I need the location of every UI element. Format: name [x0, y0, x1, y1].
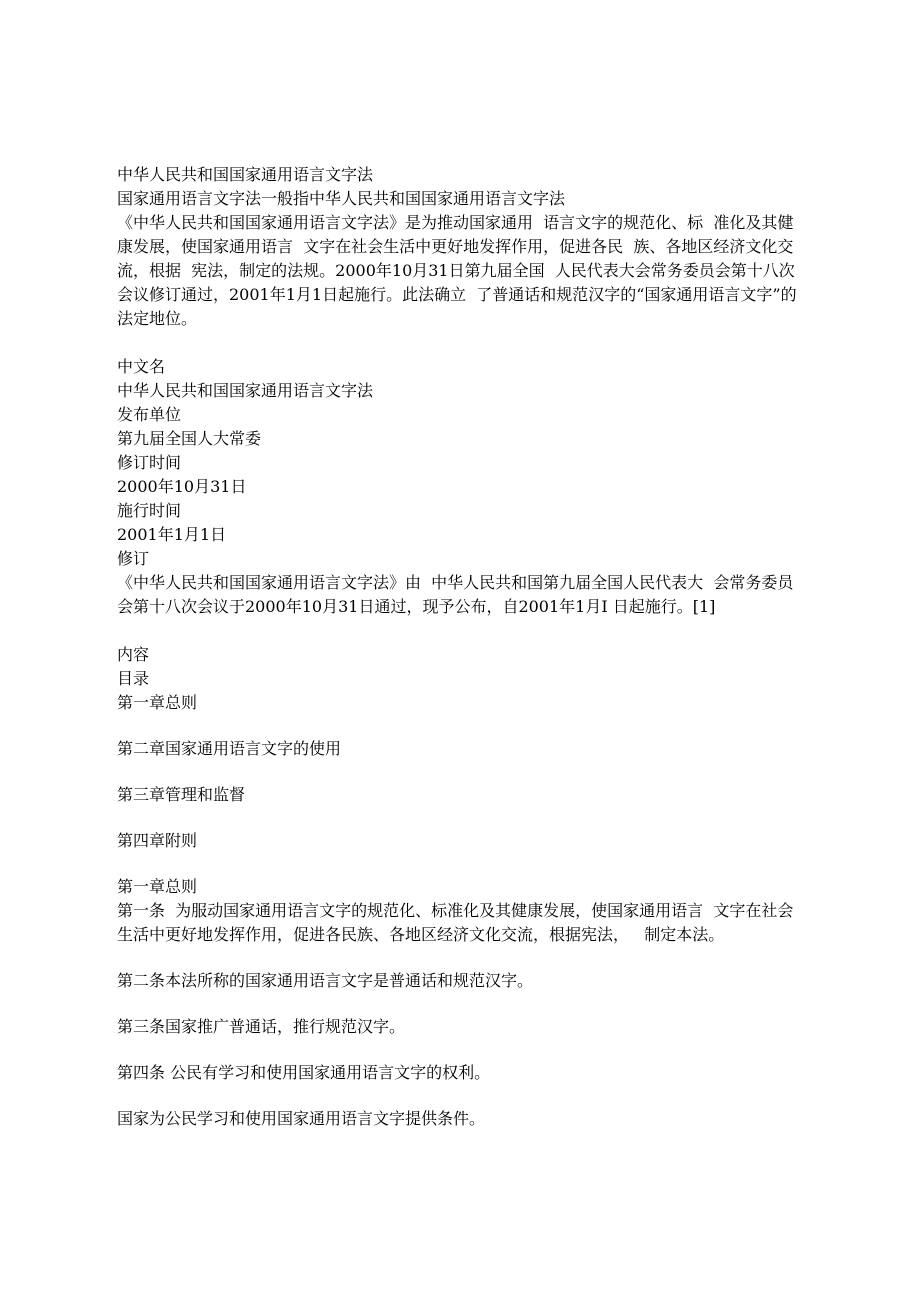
- toc-item-chapter-1: 第一章总则: [117, 693, 198, 712]
- effective-value: 2001年1月1日: [117, 525, 227, 544]
- revision-heading: 修订: [117, 549, 150, 568]
- chapter-1-heading: 第一章总则: [117, 877, 198, 896]
- revised-value: 2000年10月31日: [117, 477, 247, 496]
- toc-heading: 目录: [117, 669, 150, 688]
- document-body: [117, 163, 807, 1131]
- name-value: 中华人民共和国国家通用语言文字法: [117, 381, 374, 400]
- doc-title: 中华人民共和国国家通用语言文字法: [117, 165, 374, 184]
- toc-item-chapter-3: 第三章管理和监督: [117, 785, 246, 804]
- article-4: 第四条 公民有学习和使用国家通用语言文字的权利。: [117, 1063, 491, 1082]
- article-3: 第三条国家推广普通话，推行规范汉字。: [117, 1017, 406, 1036]
- issuer-value: 第九届全国人大常委: [117, 429, 262, 448]
- doc-subtitle: 国家通用语言文字法一般指中华人民共和国国家通用语言文字法: [117, 189, 566, 208]
- toc-item-chapter-4: 第四章附则: [117, 831, 198, 850]
- name-label: 中文名: [117, 357, 166, 376]
- effective-label: 施行时间: [117, 501, 182, 520]
- article-2: 第二条本法所称的国家通用语言文字是普通话和规范汉字。: [117, 971, 534, 990]
- article-1: 第一条 为服动国家通用语言文字的规范化、标准化及其健康发展，使国家通用语言 文字在社会生活中更好地发挥作用，促进各民族、各地区经济文化交流，根据宪法， 制定本法。: [117, 901, 794, 944]
- toc-item-chapter-2: 第二章国家通用语言文字的使用: [117, 739, 342, 758]
- article-4-paragraph-2: 国家为公民学习和使用国家通用语言文字提供条件。: [117, 1109, 486, 1128]
- issuer-label: 发布单位: [117, 405, 182, 424]
- revision-paragraph: 《中华人民共和国国家通用语言文字法》由 中华人民共和国第九届全国人民代表大 会常务委员会第十八次会议于2000年10月31日通过，现予公布，自2001年1月I 日起施行。[1]: [117, 573, 794, 616]
- intro-paragraph: 《中华人民共和国国家通用语言文字法》是为推动国家通用 语言文字的规范化、标 准化及其健康发展，使国家通用语言 文字在社会生活中更好地发挥作用，促进各民 族、各地区经济文化交流，根据 宪法，制定的法规。2000年10月31日第九届全国 人民代表大会常务委员会第十八次会议修订通过，2001年1月1日起施行。此法确立 了普通话和规范汉字的“国家通用语言文字”的法定地位。: [117, 213, 797, 328]
- contents-heading: 内容: [117, 645, 150, 664]
- revised-label: 修订时间: [117, 453, 182, 472]
